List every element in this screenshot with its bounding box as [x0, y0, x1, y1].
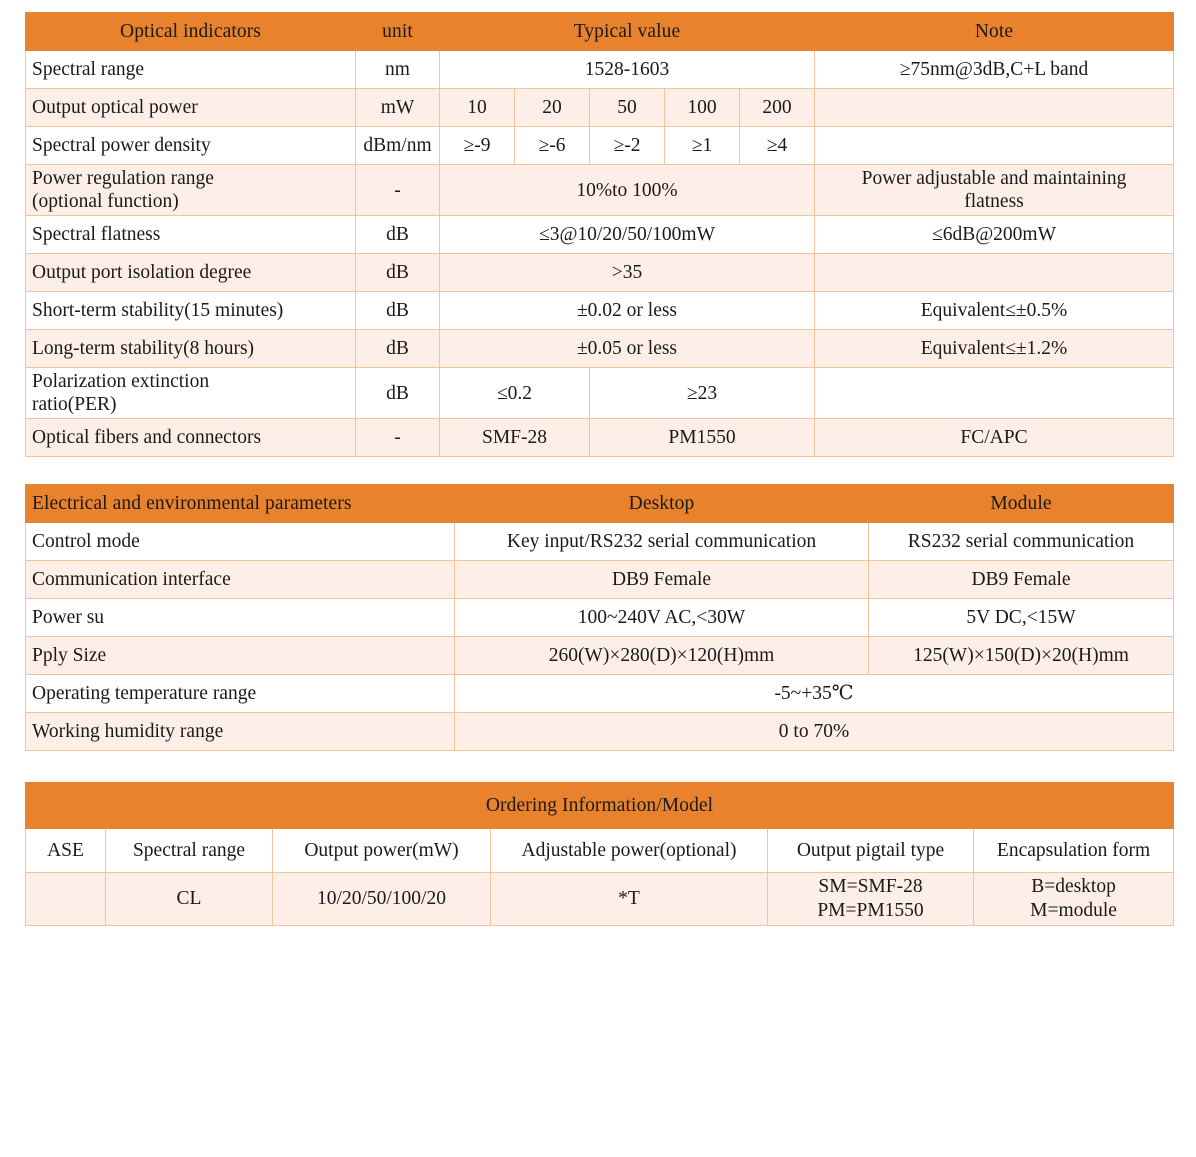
- row-unit: dB: [356, 254, 440, 292]
- header-desktop: Desktop: [455, 485, 869, 523]
- row-label-output-optical-power: Output optical power: [26, 89, 356, 127]
- density-value-cell: ≥-2: [590, 127, 665, 165]
- row-typical-value: ≤3@10/20/50/100mW: [440, 216, 815, 254]
- row-module-value: 125(W)×150(D)×20(H)mm: [869, 637, 1174, 675]
- row-label-spectral-range: Spectral range: [26, 51, 356, 89]
- header-optical-indicators: Optical indicators: [26, 13, 356, 51]
- row-unit: -: [356, 165, 440, 216]
- column-header-spectral-range: Spectral range: [106, 829, 273, 873]
- row-label-power-regulation-range: [26, 165, 356, 216]
- cell-output-power: 10/20/50/100/20: [273, 873, 491, 926]
- table-header-row: [26, 485, 1174, 523]
- row-label-output-port-isolation: Output port isolation degree: [26, 254, 356, 292]
- table-row: [26, 89, 1174, 127]
- note-line-1: Power adjustable and maintaining: [861, 168, 1127, 189]
- density-value-cell: ≥4: [740, 127, 815, 165]
- table-header-row: [26, 13, 1174, 51]
- density-value-cell: ≥-9: [440, 127, 515, 165]
- table-row: [26, 599, 1174, 637]
- power-value-cell: 100: [665, 89, 740, 127]
- row-desktop-value: 100~240V AC,<30W: [455, 599, 869, 637]
- row-typical-value: ±0.02 or less: [440, 292, 815, 330]
- table-row: [26, 292, 1174, 330]
- row-label-spectral-flatness: Spectral flatness: [26, 216, 356, 254]
- power-value-cell: 10: [440, 89, 515, 127]
- table-row: [26, 713, 1174, 751]
- row-label-control-mode: Control mode: [26, 523, 455, 561]
- row-note: Equivalent≤±0.5%: [815, 292, 1174, 330]
- header-unit: unit: [356, 13, 440, 51]
- header-module: Module: [869, 485, 1174, 523]
- row-desktop-value: DB9 Female: [455, 561, 869, 599]
- row-typical-right: ≥23: [590, 368, 815, 419]
- note-line-2: flatness: [964, 191, 1024, 212]
- table-row: [26, 523, 1174, 561]
- pigtail-line-2: PM=PM1550: [817, 899, 924, 921]
- row-unit: dB: [356, 330, 440, 368]
- row-typical-value: 1528-1603: [440, 51, 815, 89]
- row-label-communication-interface: Communication interface: [26, 561, 455, 599]
- density-value-cell: ≥1: [665, 127, 740, 165]
- row-label-power-supply: Power su: [26, 599, 455, 637]
- table-row: [26, 368, 1174, 419]
- label-line-1: Polarization extinction: [32, 371, 210, 392]
- row-spanned-value: 0 to 70%: [455, 713, 1174, 751]
- table-row: [26, 873, 1174, 926]
- table-row: [26, 419, 1174, 457]
- header-typical-value: Typical value: [440, 13, 815, 51]
- row-note: [815, 165, 1174, 216]
- row-note: [815, 368, 1174, 419]
- row-label-short-term-stability: Short-term stability(15 minutes): [26, 292, 356, 330]
- row-label-optical-fibers-connectors: Optical fibers and connectors: [26, 419, 356, 457]
- encapsulation-line-2: M=module: [1030, 899, 1117, 921]
- density-value-cell: ≥-6: [515, 127, 590, 165]
- row-module-value: 5V DC,<15W: [869, 599, 1174, 637]
- row-note: ≤6dB@200mW: [815, 216, 1174, 254]
- ordering-title-row: [26, 783, 1174, 829]
- row-note: [815, 254, 1174, 292]
- header-electrical-parameters: Electrical and environmental parameters: [26, 485, 455, 523]
- column-header-output-pigtail-type: Output pigtail type: [768, 829, 974, 873]
- row-label-operating-temperature-range: Operating temperature range: [26, 675, 455, 713]
- table-row: [26, 254, 1174, 292]
- table-row: [26, 216, 1174, 254]
- power-value-cell: 50: [590, 89, 665, 127]
- row-note: FC/APC: [815, 419, 1174, 457]
- row-unit: -: [356, 419, 440, 457]
- label-line-1: Power regulation range: [32, 168, 214, 189]
- row-unit: dB: [356, 368, 440, 419]
- row-label-polarization-extinction-ratio: [26, 368, 356, 419]
- row-typical-left: ≤0.2: [440, 368, 590, 419]
- table-row: [26, 330, 1174, 368]
- cell-encapsulation-form: [974, 873, 1174, 926]
- electrical-environmental-table: [25, 484, 1174, 751]
- row-desktop-value: 260(W)×280(D)×120(H)mm: [455, 637, 869, 675]
- row-label-size: Pply Size: [26, 637, 455, 675]
- row-desktop-value: Key input/RS232 serial communication: [455, 523, 869, 561]
- row-note: [815, 89, 1174, 127]
- row-typical-value: >35: [440, 254, 815, 292]
- row-note: Equivalent≤±1.2%: [815, 330, 1174, 368]
- table-row: [26, 165, 1174, 216]
- row-note: [815, 127, 1174, 165]
- table-row: [26, 51, 1174, 89]
- row-unit: mW: [356, 89, 440, 127]
- row-unit: nm: [356, 51, 440, 89]
- power-value-cell: 200: [740, 89, 815, 127]
- column-header-output-power: Output power(mW): [273, 829, 491, 873]
- column-header-ase: ASE: [26, 829, 106, 873]
- row-label-spectral-power-density: Spectral power density: [26, 127, 356, 165]
- row-unit: dB: [356, 292, 440, 330]
- column-header-encapsulation-form: Encapsulation form: [974, 829, 1174, 873]
- row-module-value: DB9 Female: [869, 561, 1174, 599]
- table-row: [26, 637, 1174, 675]
- row-note: ≥75nm@3dB,C+L band: [815, 51, 1174, 89]
- ordering-title: Ordering Information/Model: [26, 783, 1174, 829]
- table-row: [26, 561, 1174, 599]
- row-typical-value: 10%to 100%: [440, 165, 815, 216]
- cell-spectral-range: CL: [106, 873, 273, 926]
- cell-output-pigtail-type: [768, 873, 974, 926]
- cell-adjustable-power: *T: [491, 873, 768, 926]
- ordering-header-row: [26, 829, 1174, 873]
- row-label-long-term-stability: Long-term stability(8 hours): [26, 330, 356, 368]
- row-spanned-value: -5~+35℃: [455, 675, 1174, 713]
- row-typical-value: ±0.05 or less: [440, 330, 815, 368]
- cell-ase: [26, 873, 106, 926]
- optical-indicators-table: [25, 12, 1174, 457]
- row-unit: dB: [356, 216, 440, 254]
- row-label-working-humidity-range: Working humidity range: [26, 713, 455, 751]
- row-module-value: RS232 serial communication: [869, 523, 1174, 561]
- table-row: [26, 127, 1174, 165]
- header-note: Note: [815, 13, 1174, 51]
- table-row: [26, 675, 1174, 713]
- pigtail-line-1: SM=SMF-28: [818, 876, 923, 897]
- row-typical-left: SMF-28: [440, 419, 590, 457]
- row-unit: dBm/nm: [356, 127, 440, 165]
- ordering-information-table: [25, 782, 1174, 926]
- encapsulation-line-1: B=desktop: [1031, 876, 1116, 897]
- power-value-cell: 20: [515, 89, 590, 127]
- label-line-2: ratio(PER): [32, 394, 117, 415]
- label-line-2: (optional function): [32, 191, 179, 212]
- row-typical-right: PM1550: [590, 419, 815, 457]
- column-header-adjustable-power: Adjustable power(optional): [491, 829, 768, 873]
